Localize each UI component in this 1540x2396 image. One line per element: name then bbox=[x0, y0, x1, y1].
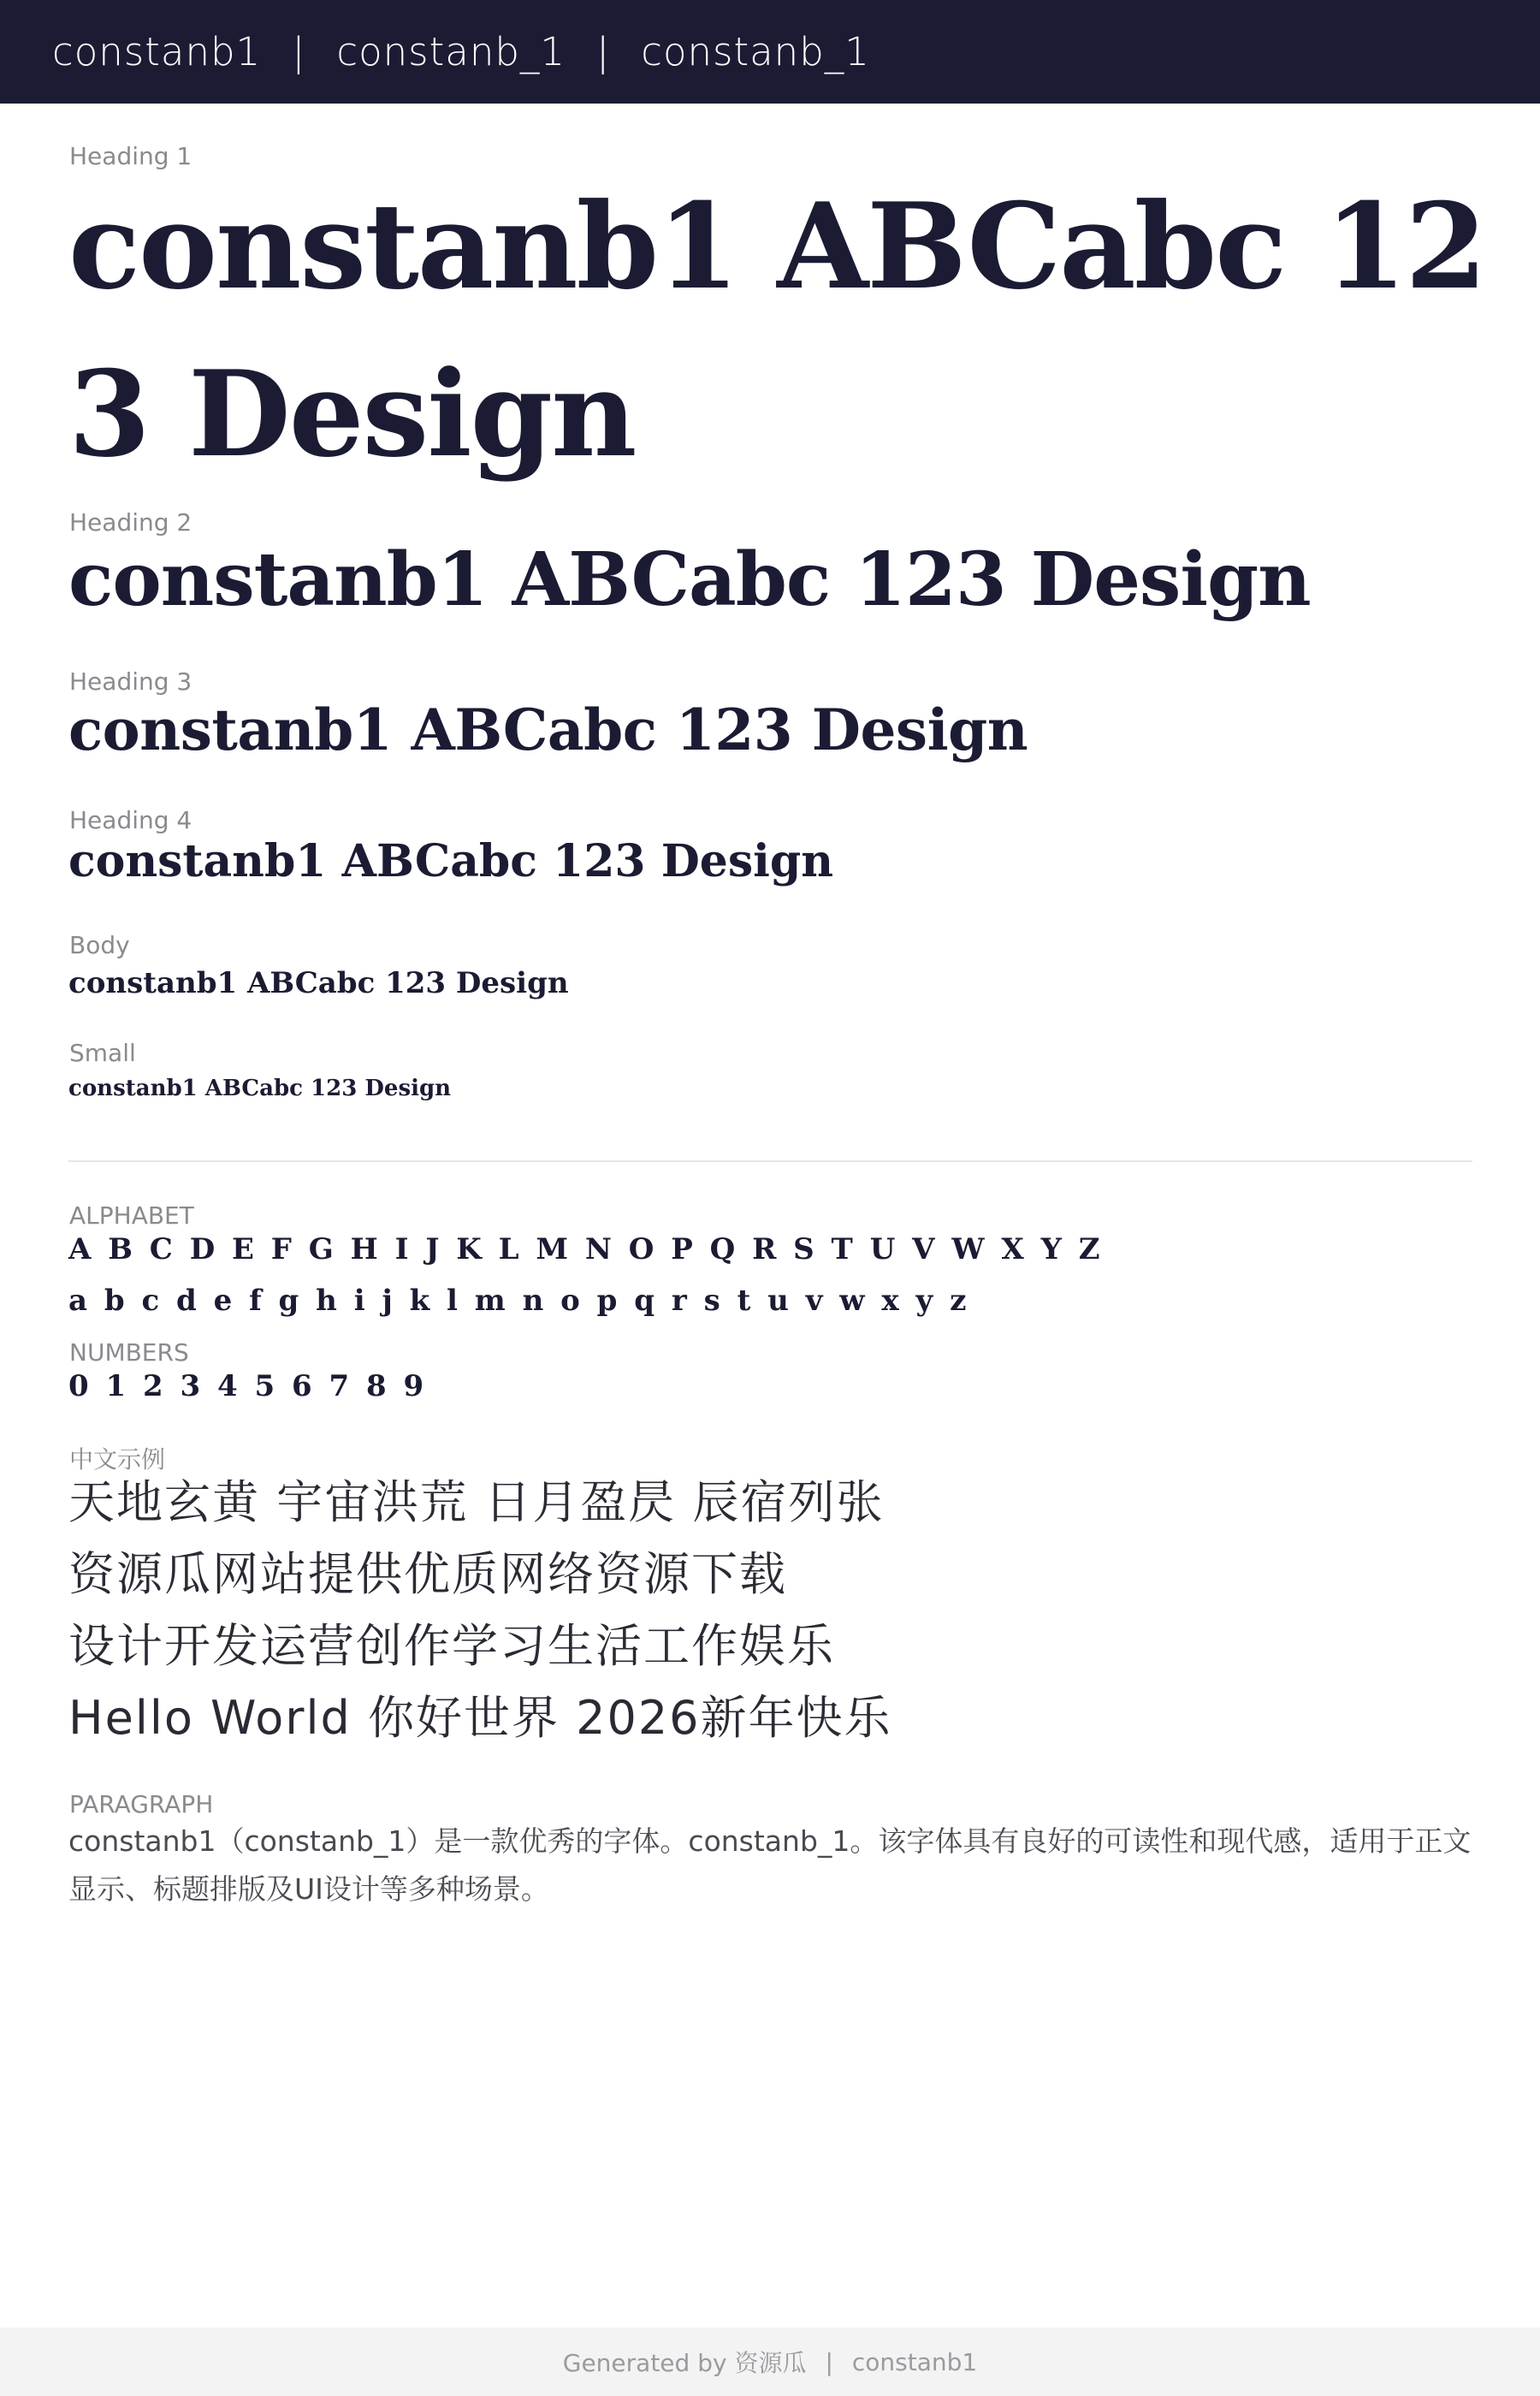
header-separator: | bbox=[596, 29, 611, 74]
paragraph-label: PARAGRAPH bbox=[69, 1790, 214, 1818]
paragraph-sample: constanb1（constanb_1）是一款优秀的字体。constanb_1。该字体具有良好的可读性和现代感，适用于正文显示、标题排版及UI设计等多种场景。 bbox=[68, 1824, 1472, 1906]
footer-font-name: constanb1 bbox=[851, 2347, 978, 2376]
alphabet-uppercase: A B C D E F G H I J K L M N O P Q R S T U V W X Y Z bbox=[68, 1232, 1104, 1266]
heading1-label: Heading 1 bbox=[69, 142, 192, 170]
chinese-line: 资源瓜网站提供优质网络资源下载 bbox=[68, 1547, 787, 1601]
heading2-sample: constanb1 ABCabc 123 Design bbox=[68, 537, 1311, 623]
alphabet-label: ALPHABET bbox=[69, 1201, 194, 1230]
heading1-sample: constanb1 ABCabc 123 Design bbox=[68, 176, 1486, 483]
heading3-sample: constanb1 ABCabc 123 Design bbox=[68, 697, 1028, 763]
chinese-line: Hello World 你好世界 2026新年快乐 bbox=[68, 1691, 892, 1745]
chinese-line: 天地玄黄 宇宙洪荒 日月盈昃 辰宿列张 bbox=[68, 1475, 885, 1529]
small-sample: constanb1 ABCabc 123 Design bbox=[68, 1076, 452, 1101]
heading4-sample: constanb1 ABCabc 123 Design bbox=[68, 835, 834, 887]
footer-separator: | bbox=[825, 2347, 833, 2376]
top-header bbox=[0, 0, 1540, 104]
body-sample: constanb1 ABCabc 123 Design bbox=[68, 966, 569, 1000]
footer-generated: Generated by 资源瓜 bbox=[562, 2349, 807, 2377]
footer bbox=[0, 2328, 1540, 2396]
numbers-label: NUMBERS bbox=[69, 1338, 189, 1367]
section-divider bbox=[68, 1160, 1472, 1162]
heading4-label: Heading 4 bbox=[69, 806, 192, 834]
header-separator: | bbox=[292, 29, 306, 74]
body-label: Body bbox=[69, 931, 130, 959]
numbers-sample: 0 1 2 3 4 5 6 7 8 9 bbox=[68, 1369, 428, 1403]
font-name-alias-2: constanb_1 bbox=[641, 29, 870, 74]
font-name-primary: constanb1 bbox=[52, 29, 262, 74]
heading3-label: Heading 3 bbox=[69, 667, 192, 696]
font-name-alias: constanb_1 bbox=[336, 29, 566, 74]
small-label: Small bbox=[69, 1039, 136, 1067]
heading2-label: Heading 2 bbox=[69, 508, 192, 537]
alphabet-lowercase: a b c d e f g h i j k l m n o p q r s t u v w x y z bbox=[68, 1284, 970, 1318]
chinese-line: 设计开发运营创作学习生活工作娱乐 bbox=[68, 1619, 835, 1673]
chinese-label: 中文示例 bbox=[69, 1445, 166, 1474]
